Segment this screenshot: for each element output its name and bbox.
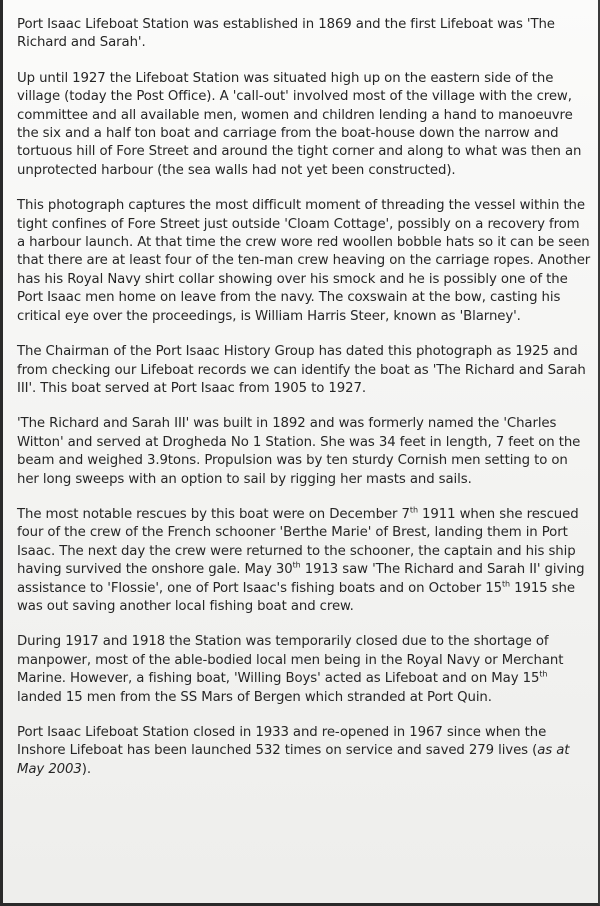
ordinal-suffix: th bbox=[292, 560, 301, 570]
text-run: 1911 when she rescued four of the crew of the French schooner 'Berthe Marie' of Brest, landing them in Port Isaac. The next day the crew were returned to the schooner, the captain and his ship having survived the onshore gale. May 30 bbox=[17, 506, 579, 578]
text-run: 1915 she was out saving another local fishing boat and crew. bbox=[17, 580, 575, 614]
paragraph-5 bbox=[17, 415, 591, 489]
paragraph-2 bbox=[17, 70, 591, 180]
paragraph-6 bbox=[17, 506, 591, 616]
text-run: The most notable rescues by this boat were on December 7 bbox=[17, 506, 410, 522]
document-body bbox=[17, 16, 591, 796]
paragraph-4 bbox=[17, 343, 591, 398]
text-run: landed 15 men from the SS Mars of Bergen which stranded at Port Quin. bbox=[17, 689, 492, 705]
italic-note: as at May 2003 bbox=[17, 743, 570, 777]
text-run: During 1917 and 1918 the Station was temporarily closed due to the shortage of manpower, most of the able-bodied local men being in the Royal Navy or Merchant Marine. However, a fishing boat, 'Willing Boys' acted as Lifeboat and on May 15 bbox=[17, 634, 564, 687]
text-run: 'The Richard and Sarah III' was built in 1892 and was formerly named the 'Charles Witton' and served at Drogheda No 1 Station. She was 34 feet in length, 7 feet on the beam and weighed 3.9tons. Propulsion was by ten sturdy Cornish men setting to on her long sweeps with an option to sail by rigging her masts and sails. bbox=[17, 416, 581, 487]
paragraph-7 bbox=[17, 633, 591, 707]
text-run: ). bbox=[81, 761, 91, 777]
text-run: Port Isaac Lifeboat Station was established in 1869 and the first Lifeboat was 'The Richard and Sarah'. bbox=[17, 17, 555, 51]
text-run: This photograph captures the most difficult moment of threading the vessel within the tight confines of Fore Street just outside 'Cloam Cottage', possibly on a recovery from a harbour launch. At that time the crew wore red woollen bobble hats so it can be seen that there are at least four of the ten-man crew heaving on the carriage ropes. Another has his Royal Navy shirt collar showing over his smock and he is possibly one of the Port Isaac men home on leave from the navy. The coxswain at the bow, casting his critical eye over the proceedings, is William Harris Steer, known as 'Blarney'. bbox=[17, 198, 591, 324]
ordinal-suffix: th bbox=[501, 579, 510, 589]
paragraph-1 bbox=[17, 16, 591, 53]
text-run: The Chairman of the Port Isaac History Group has dated this photograph as 1925 and from checking our Lifeboat records we can identify the boat as 'The Richard and Sarah III'. This boat served at Port Isaac from 1905 to 1927. bbox=[17, 344, 586, 396]
ordinal-suffix: th bbox=[409, 505, 418, 515]
text-run: Port Isaac Lifeboat Station closed in 1933 and re-opened in 1967 since when the Inshore Lifeboat has been launched 532 times on service and saved 279 lives ( bbox=[17, 725, 547, 759]
ordinal-suffix: th bbox=[539, 669, 548, 679]
paragraph-8 bbox=[17, 724, 591, 779]
text-run: Up until 1927 the Lifeboat Station was situated high up on the eastern side of the village (today the Post Office). A 'call-out' involved most of the village with the crew, committee and all available men, women and children lending a hand to manoeuvre the six and a half ton boat and carriage from the boat-house down the narrow and tortuous hill of Fore Street and around the tight corner and along to what was then an unprotected harbour (the sea walls had not yet been constructed). bbox=[17, 70, 582, 178]
text-run: 1913 saw 'The Richard and Sarah II' giving assistance to 'Flossie', one of Port Isaac's fishing boats and on October 15 bbox=[17, 562, 585, 596]
paragraph-3 bbox=[17, 197, 591, 326]
